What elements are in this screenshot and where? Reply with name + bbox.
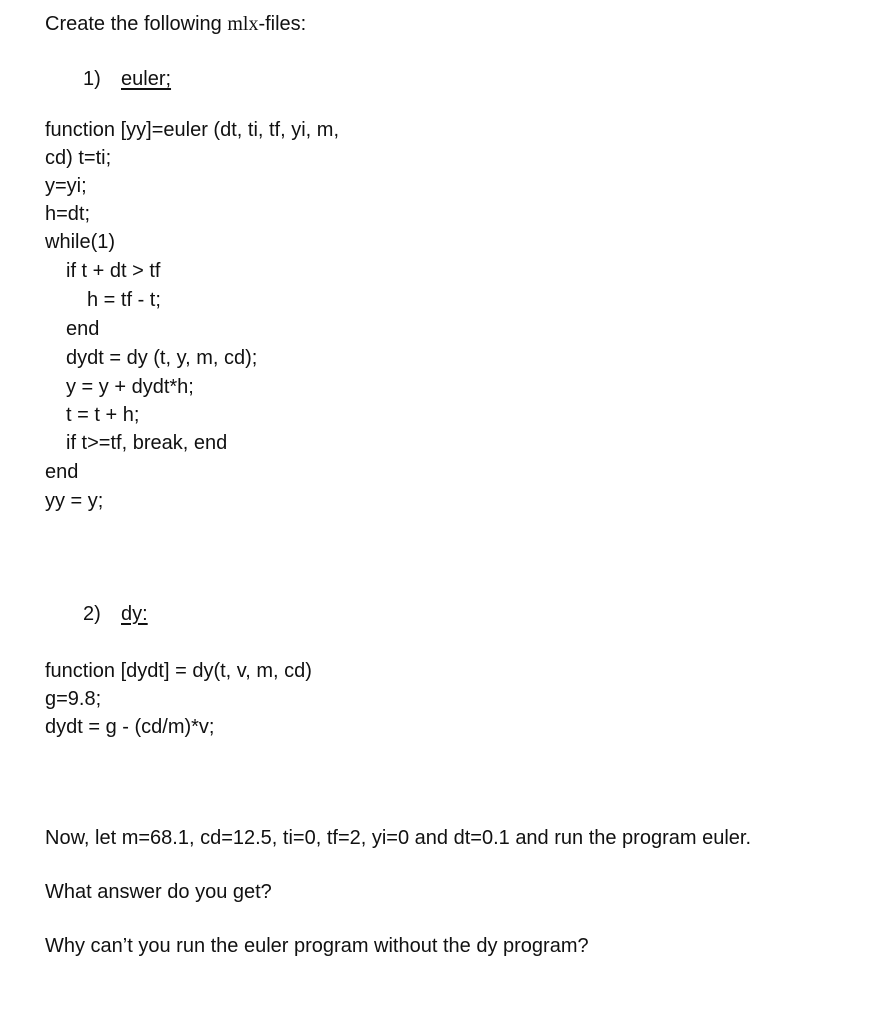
code-line: end xyxy=(66,318,100,340)
section-heading-euler xyxy=(83,67,171,91)
code-line: dydt = g - (cd/m)*v; xyxy=(45,716,215,738)
code-line: y = y + dydt*h; xyxy=(66,376,194,398)
code-line: while(1) xyxy=(45,231,116,253)
intro-prefix: Create the following xyxy=(45,13,228,35)
section-heading-dy xyxy=(83,602,148,626)
code-line: g=9.8; xyxy=(45,688,102,710)
code-line: end xyxy=(45,461,79,483)
intro-suffix: -files: xyxy=(258,13,307,35)
code-line: if t + dt > tf xyxy=(66,260,161,282)
code-line: t = t + h; xyxy=(66,404,140,426)
code-line: yy = y; xyxy=(45,490,104,512)
code-line: function [yy]=euler (dt, ti, tf, yi, m, xyxy=(45,119,339,141)
code-line: h = tf - t; xyxy=(87,289,161,311)
section-number: 1) xyxy=(83,68,101,90)
question-dependency: Why can’t you run the euler program without the dy program? xyxy=(45,935,589,957)
code-line: if t>=tf, break, end xyxy=(66,432,228,454)
code-line: cd) t=ti; xyxy=(45,147,112,169)
section-title: dy: xyxy=(121,603,148,625)
section-number: 2) xyxy=(83,603,101,625)
intro-text xyxy=(45,12,306,36)
code-line: y=yi; xyxy=(45,175,87,197)
section-title: euler; xyxy=(121,68,172,90)
code-line: h=dt; xyxy=(45,203,91,225)
code-line: function [dydt] = dy(t, v, m, cd) xyxy=(45,660,312,682)
question-answer: What answer do you get? xyxy=(45,881,272,903)
code-line: dydt = dy (t, y, m, cd); xyxy=(66,347,258,369)
intro-mlx: mlx xyxy=(227,13,259,35)
instruction-run: Now, let m=68.1, cd=12.5, ti=0, tf=2, yi=0 and dt=0.1 and run the program euler. xyxy=(45,827,752,849)
